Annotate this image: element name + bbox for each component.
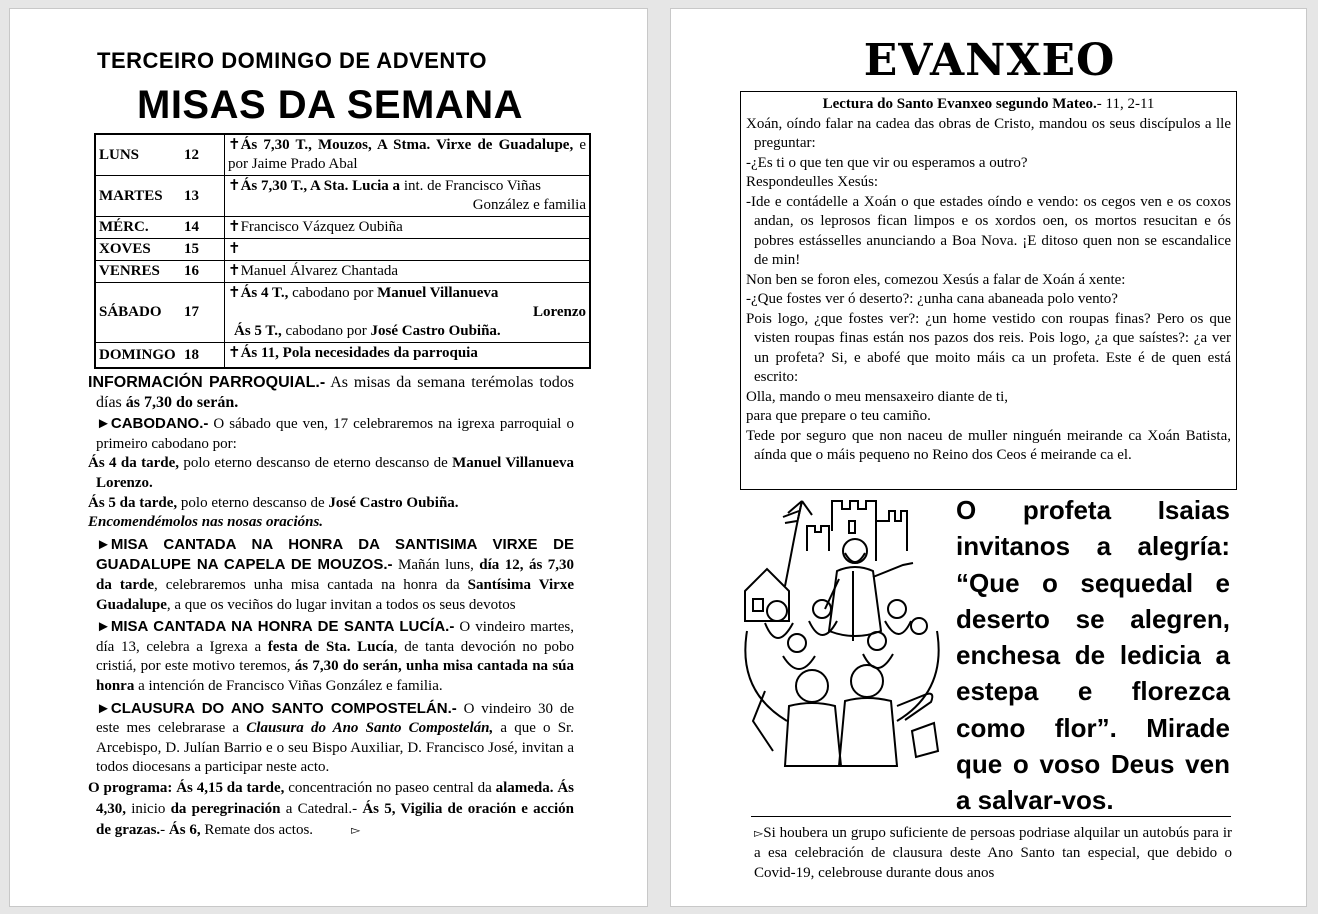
- mass-text: Ás 4 T.,: [240, 285, 289, 301]
- cabodano-paragraph: ►CABODANO.- O sábado que ven, 17 celebraremos na igrexa parroquial o primeiro cabodano por:: [96, 415, 574, 452]
- gospel-title: EVANXEO: [863, 35, 1116, 86]
- mass-text: Ás 5 T.,: [234, 323, 282, 339]
- day-name: XOVES: [99, 241, 151, 257]
- mass-text: Ás 11, Pola necesidades da parroquia: [240, 345, 478, 361]
- bus-note: ▻Si houbera un grupo suficiente de persoas podriase alquilar un autobús para ir a esa celebración de clausura deste Ano Santo tan especial, que debido o Covid-19, celebrouse durante dous anos: [754, 825, 1232, 881]
- right-page: [670, 8, 1307, 907]
- day-number: 13: [184, 187, 199, 204]
- reading-title: Lectura do Santo Evanxeo segundo Mateo.- 11, 2-11: [822, 96, 1155, 112]
- parish-info: [88, 373, 574, 841]
- day-name: DOMINGO: [99, 346, 176, 363]
- reading-paragraph: Xoán, oíndo falar na cadea das obras de Cristo, mandou os seus discípulos a lle preguntar:: [746, 115, 1231, 151]
- mass-text: e por Jaime Prado Abal: [228, 137, 586, 172]
- cross-icon: ✝: [228, 137, 241, 153]
- cabodano-item: Ás 4 da tarde, polo eterno descanso de eterno descanso de Manuel Villanueva Lorenzo.: [88, 455, 574, 491]
- day-number: 14: [184, 219, 199, 235]
- lucia-paragraph: ►MISA CANTADA NA HONRA DE SANTA LUCÍA.- O vindeiro martes, día 13, celebra a Igrexa a festa de Sta. Lucía, de tanta devoción no pobo cristiá, por este motivo teremos, ás 7,30 do serán, unha misa cantada na súa honra a intención de Francisco Viñas González e familia.: [96, 618, 575, 694]
- cross-icon: ✝: [228, 263, 241, 279]
- day-number: 17: [184, 304, 199, 320]
- reading-paragraph: Pois logo, ¿que fostes ver?: ¿un home vestido con roupas finas? Pero os que visten roupas finas están nos pazos dos reis. Pois logo, ¿a que saístes?: ¿a ver un profeta? Si, e abofé que moito máis ca un profeta. Este é de quen está escrito:: [746, 310, 1231, 385]
- day-number: 15: [184, 241, 199, 257]
- reading-paragraph: para que prepare o teu camiño.: [746, 408, 931, 424]
- mass-text: Francisco Vázquez Oubiña: [240, 219, 403, 235]
- page-heading: TERCEIRO DOMINGO DE ADVENTO: [97, 48, 487, 73]
- table-row: [95, 217, 590, 239]
- day-name: VENRES: [99, 263, 160, 279]
- isaias-quote: O profeta Isaias invitanos a alegría: “Que o sequedal e deserto se alegren, enchesa de ledicia a estepa e florezca como flor”. Mirade que o voso Deus ven a salvar-vos.: [956, 495, 1230, 816]
- jesus-crowd-illustration: [737, 491, 947, 771]
- reading-paragraph: -Ide e contádelle a Xoán o que estades oíndo e vendo: os cegos ven e os coxos andan, os leprosos fican limpos e os xordos oen, os mortos resucitan e ós pobres estásselles anunciando a Boa Nova. ¡E ditoso quen non se escandalice de min!: [746, 193, 1231, 268]
- day-name: MÉRC.: [99, 219, 149, 235]
- day-name: LUNS: [99, 146, 140, 163]
- arrow-icon: ▻: [351, 822, 361, 837]
- cross-icon: ✝: [228, 345, 241, 361]
- cross-icon: ✝: [228, 241, 241, 257]
- mass-text: Lorenzo: [532, 304, 586, 320]
- reading-paragraph: Non ben se foron eles, comezou Xesús a falar de Xoán á xente:: [746, 271, 1126, 288]
- cross-icon: ✝: [228, 219, 241, 235]
- reading-paragraph: -¿Que fostes ver ó deserto?: ¿unha cana abaneada polo vento?: [746, 291, 1118, 307]
- page-title: MISAS DA SEMANA: [137, 83, 524, 127]
- table-row: [95, 239, 590, 261]
- programa-paragraph: O programa: Ás 4,15 da tarde, concentración no paseo central da alameda. Ás 4,30, inicio da peregrinación a Catedral.- Ás 5, Vigilia de oración e acción de grazas.- Ás 6, Remate dos actos. ▻: [88, 779, 574, 838]
- cross-icon: ✝: [228, 178, 241, 194]
- divider: [751, 816, 1231, 817]
- mass-text: int. de Francisco Viñas: [400, 178, 541, 194]
- day-number: 18: [184, 346, 199, 363]
- mass-text: cabodano por: [288, 285, 378, 301]
- mass-text: cabodano por: [281, 323, 371, 339]
- mass-schedule-table: [94, 133, 591, 369]
- table-row: [95, 134, 590, 176]
- cabodano-item: Ás 5 da tarde, polo eterno descanso de José Castro Oubiña.: [88, 494, 459, 511]
- reading-paragraph: Tede por seguro que non naceu de muller ninguén meirande ca Xoán Batista, aínda que o máis pequeno no Reino dos Ceos é meirande ca el.: [746, 427, 1231, 463]
- mass-text: Ás 7,30 T., Mouzos, A Stma. Virxe de Guadalupe,: [240, 137, 574, 153]
- cross-icon: ✝: [228, 285, 241, 301]
- table-row: [95, 343, 590, 369]
- info-paragraph: INFORMACIÓN PARROQUIAL.- As misas da semana terémolas todos días ás 7,30 do serán.: [88, 374, 574, 411]
- gospel-reading-box: [740, 91, 1237, 490]
- day-name: SÁBADO: [99, 304, 162, 320]
- mass-text: Manuel Villanueva: [377, 285, 499, 301]
- table-row: [95, 176, 590, 217]
- mass-text: José Castro Oubiña.: [370, 323, 501, 339]
- reading-paragraph: Respondeulles Xesús:: [746, 174, 879, 190]
- table-row: [95, 283, 590, 343]
- prayer-line: Encomendémolos nas nosas oracións.: [88, 514, 324, 531]
- reading-paragraph: Olla, mando o meu mensaxeiro diante de ti,: [746, 388, 1009, 405]
- day-number: 12: [184, 146, 199, 163]
- mass-text: Ás 7,30 T., A Sta. Lucia a: [240, 178, 401, 194]
- mass-text: González e familia: [472, 197, 586, 213]
- table-row: [95, 261, 590, 283]
- left-page: [9, 8, 648, 907]
- guadalupe-paragraph: ►MISA CANTADA NA HONRA DA SANTISIMA VIRXE DE GUADALUPE NA CAPELA DE MOUZOS.- Mañán luns, día 12, ás 7,30 da tarde, celebraremos unha misa cantada na honra da Santísima Virxe Guadalupe, a que os veciños do lugar invitan a todos os seus devotos: [96, 535, 574, 613]
- day-number: 16: [184, 263, 199, 279]
- mass-text: Manuel Álvarez Chantada: [240, 263, 399, 279]
- arrow-icon: ▻: [754, 826, 764, 840]
- clausura-paragraph: ►CLAUSURA DO ANO SANTO COMPOSTELÁN.- O vindeiro 30 de este mes celebrarase a Clausura do Ano Santo Compostelán, a que o Sr. Arcebispo, D. Julían Barrio e o seu Bispo Auxiliar, D. Francisco José, invitan a todos diocesans a participar neste acto.: [96, 699, 574, 776]
- day-name: MARTES: [99, 187, 163, 204]
- reading-paragraph: -¿Es ti o que ten que vir ou esperamos a outro?: [746, 154, 1028, 171]
